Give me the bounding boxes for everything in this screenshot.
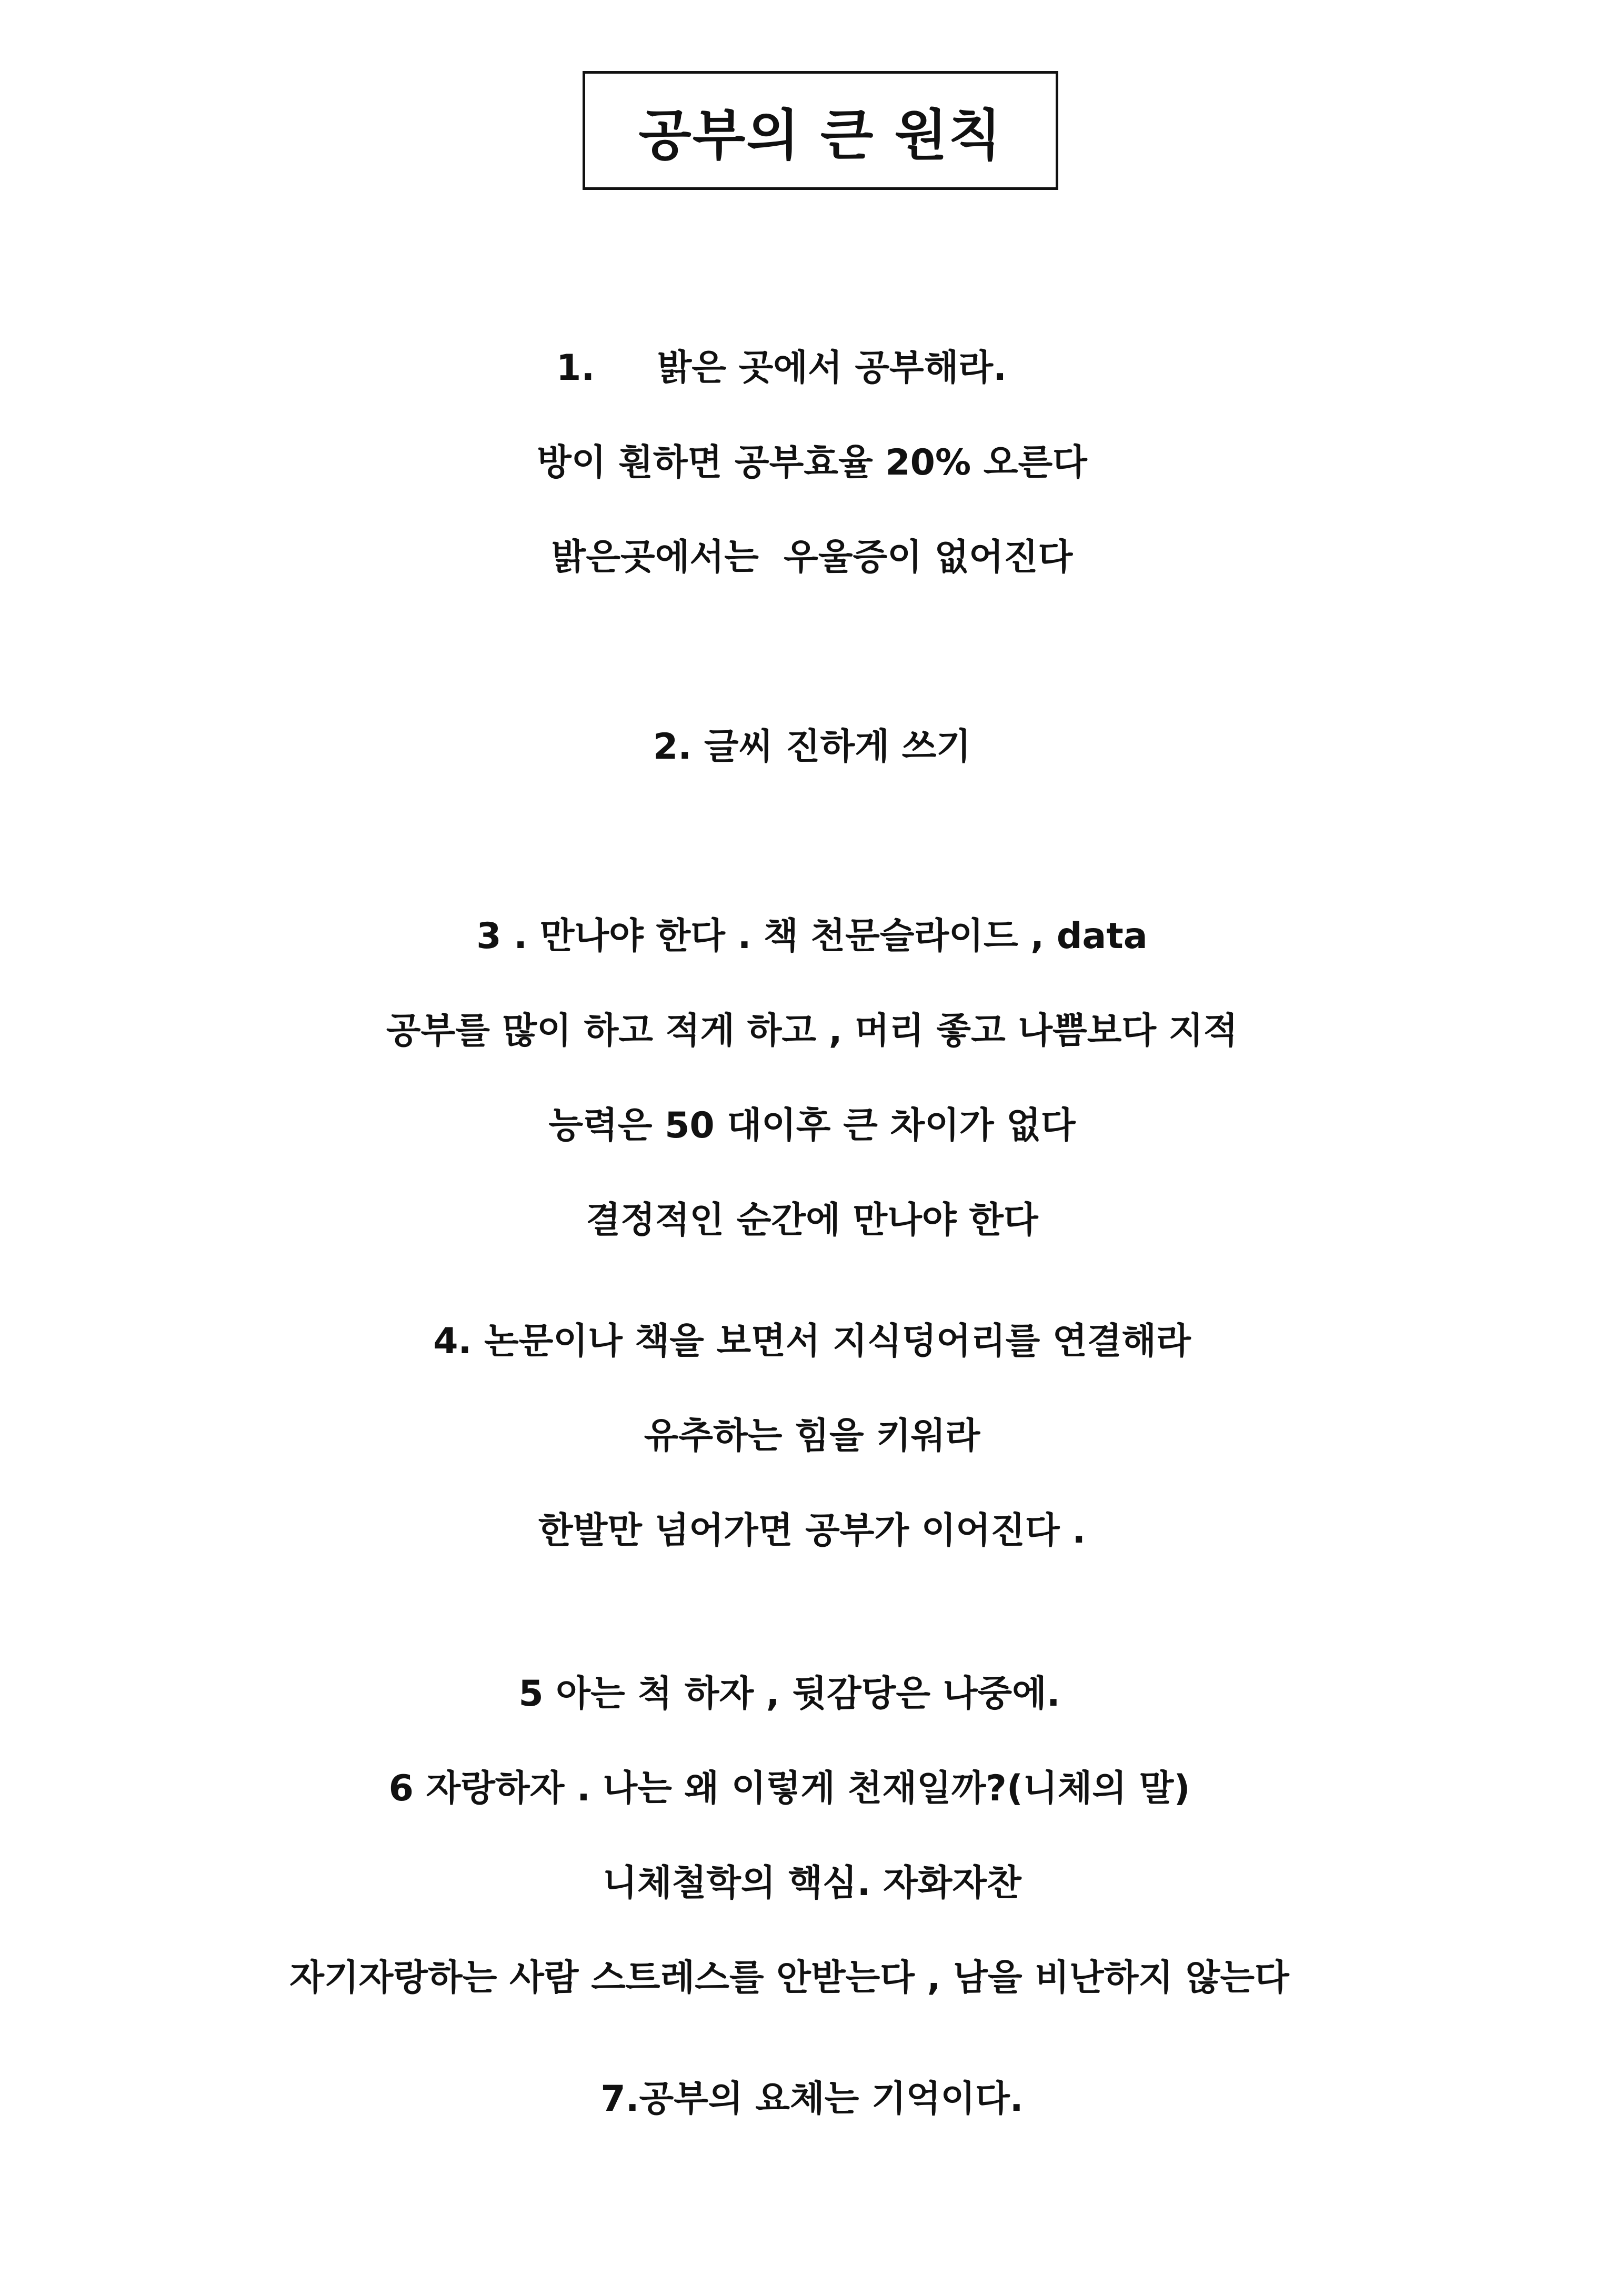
principle-6-heading: 6 자랑하자 . 나는 왜 이렇게 천재일까?(니체의 말) [388, 1768, 1190, 1809]
principle-6-line-2: 니체철학의 핵심. 자화자찬 [603, 1862, 1021, 1904]
principle-3-line-2: 공부를 많이 하고 적게 하고 , 머리 좋고 나쁨보다 지적 [386, 1010, 1238, 1052]
principle-7-heading: 7.공부의 요체는 기억이다. [600, 2078, 1024, 2120]
principle-3-line-3: 능력은 50 대이후 큰 차이가 없다 [548, 1105, 1076, 1146]
principle-1-heading: 1. 밝은 곳에서 공부해라. [556, 347, 1007, 389]
principle-2-heading: 2. 글씨 진하게 쓰기 [653, 726, 971, 768]
principle-4-heading: 4. 논문이나 책을 보면서 지식덩어리를 연결해라 [433, 1321, 1191, 1362]
principle-3-line-4: 결정적인 순간에 만나야 한다 [586, 1200, 1038, 1241]
principle-6-line-3: 자기자랑하는 사람 스트레스를 안받는다 , 남을 비난하지 않는다 [289, 1957, 1289, 1999]
title-box [583, 71, 1058, 190]
principle-3-heading: 3 . 만나야 한다 . 책 천문슬라이드 , data [476, 915, 1148, 957]
page-title: 공부의 큰 원칙 [638, 103, 1003, 167]
principle-4-line-3: 한발만 넘어가면 공부가 이어진다 . [538, 1510, 1086, 1552]
principle-4-line-2: 유추하는 힘을 키워라 [644, 1415, 980, 1457]
principle-1-line-3: 밝은곳에서는 우울증이 없어진다 [551, 537, 1073, 578]
principle-1-line-2: 방이 훤하면 공부효율 20% 오른다 [537, 442, 1087, 484]
principle-5-heading: 5 아는 척 하자 , 뒷감당은 나중에. [518, 1673, 1060, 1715]
